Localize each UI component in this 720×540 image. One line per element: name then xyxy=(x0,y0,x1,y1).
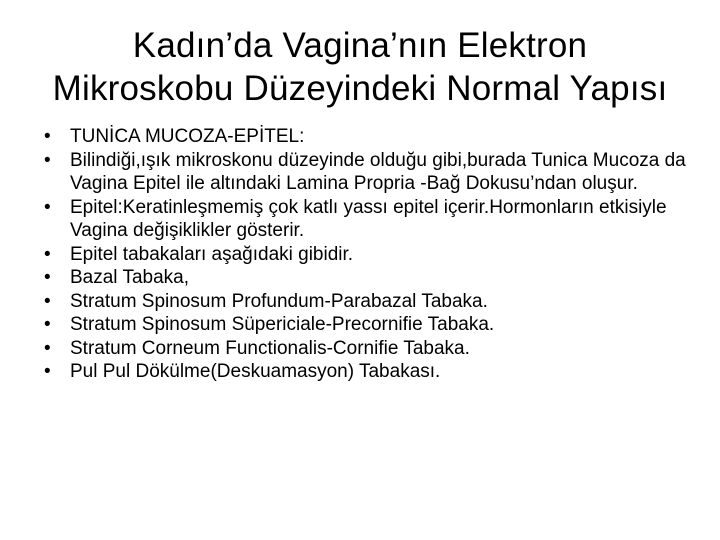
list-item xyxy=(44,125,704,149)
list-item xyxy=(44,337,704,361)
bullet-icon: • xyxy=(44,267,51,288)
list-item xyxy=(44,290,704,314)
bullet-icon: • xyxy=(44,126,51,147)
list-item-text: Epitel:Keratinleşmemiş çok katlı yassı epitel içerir.Hormonların etkisiyle Vagina değişiklikler gösterir. xyxy=(70,196,667,241)
list-item xyxy=(44,360,704,384)
bullet-icon: • xyxy=(44,337,51,359)
list-item xyxy=(44,313,704,337)
list-item-text: Epitel tabakaları aşağıdaki gibidir. xyxy=(70,243,354,265)
list-item-text: TUNİCA MUCOZA-EPİTEL: xyxy=(70,126,305,147)
list-item xyxy=(44,243,704,267)
slide-title xyxy=(20,24,700,110)
bullet-icon: • xyxy=(44,361,51,382)
bullet-icon: • xyxy=(44,243,51,265)
bullet-icon: • xyxy=(44,149,51,171)
bullet-icon: • xyxy=(44,314,51,335)
list-item-text: Pul Pul Dökülme(Deskuamasyon) Tabakası. xyxy=(70,361,441,382)
bullet-icon: • xyxy=(44,290,51,312)
bullet-list xyxy=(44,125,704,384)
list-item-text: Stratum Spinosum Süpericiale-Precornifie Tabaka. xyxy=(70,314,495,335)
bullet-icon: • xyxy=(44,196,51,218)
list-item-text: Stratum Corneum Functionalis-Cornifie Tabaka. xyxy=(70,337,470,359)
list-item xyxy=(44,266,704,290)
list-item xyxy=(44,196,704,243)
list-item-text: Bilindiği,ışık mikroskonu düzeyinde olduğu gibi,burada Tunica Mucoza da Vagina Epitel ile altındaki Lamina Propria -Bağ Dokusu’ndan oluşur. xyxy=(70,149,686,194)
title-line-1: Kadın’da Vagina’nın Elektron xyxy=(132,26,588,65)
list-item-text: Bazal Tabaka, xyxy=(70,267,190,288)
list-item xyxy=(44,149,704,196)
list-item-text: Stratum Spinosum Profundum-Parabazal Tabaka. xyxy=(70,290,488,312)
title-line-2: Mikroskobu Düzeyindeki Normal Yapısı xyxy=(52,69,668,108)
